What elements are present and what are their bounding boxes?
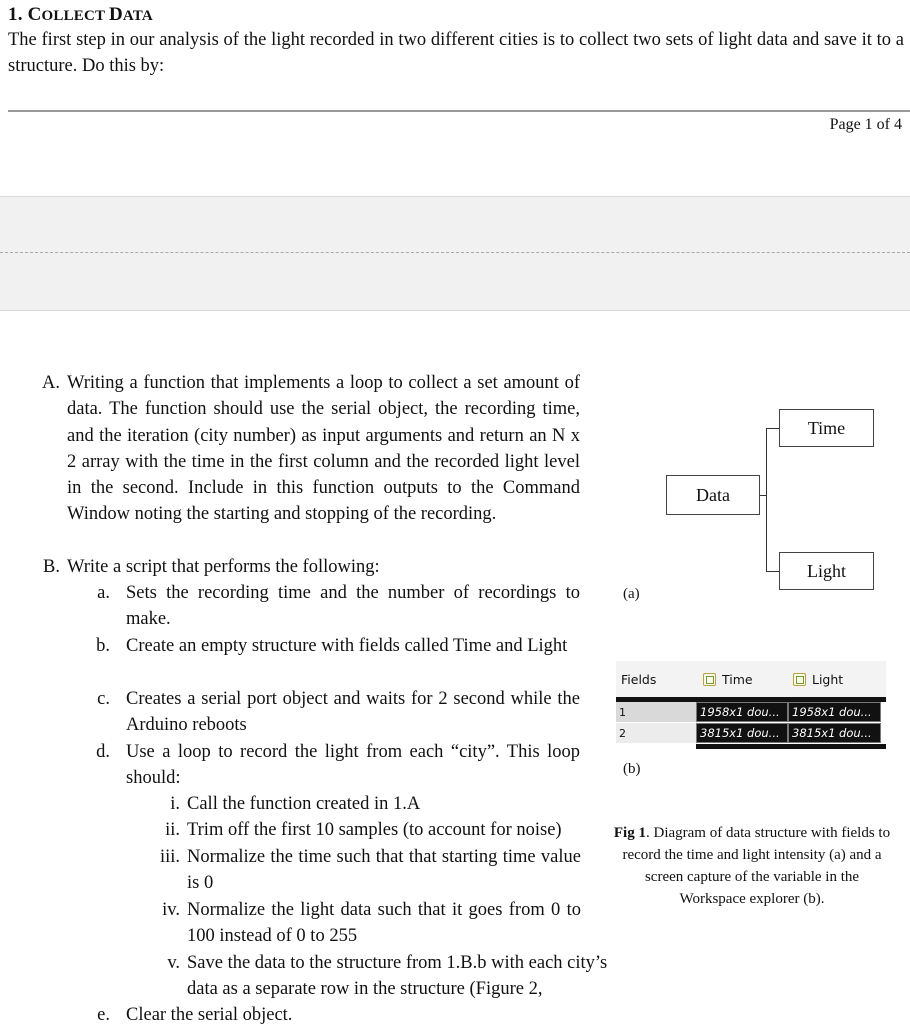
section-number: 1. <box>8 4 23 25</box>
list-item-marker: d. <box>96 742 110 762</box>
sub-item: Normalize the time such that that starting time value is 0 <box>187 847 581 894</box>
diagram-connector <box>766 428 779 429</box>
list-item: Clear the serial object. <box>126 1005 293 1025</box>
figure-caption-label: Fig 1 <box>613 825 646 841</box>
sub-item: Normalize the light data such that it goes from 0 to 100 instead of 0 to 255 <box>187 900 581 947</box>
diagram-field-box: Time <box>779 409 874 447</box>
workspace-cell: 1958x1 dou... <box>696 702 788 722</box>
sub-item-marker: iv. <box>162 900 180 920</box>
workspace-cell: 3815x1 dou... <box>696 723 788 743</box>
col-time-label: Time <box>722 671 753 687</box>
sub-item: Trim off the first 10 samples (to account for noise) <box>187 820 562 840</box>
list-item-marker: a. <box>97 583 110 603</box>
title-rest-2: ATA <box>122 8 153 24</box>
title-letter-c: C <box>27 4 42 25</box>
workspace-fields-header: Fields <box>621 671 657 687</box>
sub-item: Save the data to the structure from 1.B.b with each city’s data as a separate row in the structure (Figure 2, <box>187 953 608 1000</box>
struct-field-icon <box>793 673 806 686</box>
figure-caption <box>612 822 892 910</box>
workspace-bottom-bar <box>696 744 886 749</box>
list-item-marker: b. <box>96 636 110 656</box>
workspace-row-number: 1 <box>616 702 696 722</box>
sub-item-marker: ii. <box>165 820 180 840</box>
step-a-marker: A. <box>42 373 60 393</box>
diagram-label-a: (a) <box>623 586 640 602</box>
diagram-connector <box>766 571 779 572</box>
sub-item: Call the function created in 1.A <box>187 794 421 814</box>
title-rest-1: OLLECT <box>41 8 109 24</box>
intro-paragraph: The first step in our analysis of the light recorded in two different cities is to collect two sets of light data and save it to a structure. Do this by: <box>8 30 904 76</box>
sub-item-marker: v. <box>167 953 180 973</box>
page-footer-rule <box>8 110 910 112</box>
workspace-cell: 1958x1 dou... <box>788 702 881 722</box>
diagram-field-box: Light <box>779 552 874 590</box>
section-title <box>8 4 153 26</box>
workspace-col-time <box>703 669 753 689</box>
workspace-label-b: (b) <box>623 761 641 777</box>
step-a-text: Writing a function that implements a loop to collect a set amount of data. The function should use the serial object, the recording time, and the iteration (city number) as input arguments and return an N x 2 array with the time in the first column and the recorded light level in the second. Include in this function outputs to the Command Window noting the starting and stopping of the recording. <box>67 373 580 525</box>
figure-caption-text: . Diagram of data structure with fields to record the time and light intensity (a) and a screen capture of the variable in the Workspace explorer (b). <box>622 825 891 907</box>
list-item: Creates a serial port object and waits for 2 second while the Arduino reboots <box>126 689 580 736</box>
workspace-col-light <box>793 669 843 689</box>
sub-item-marker: i. <box>170 794 180 814</box>
workspace-row-number: 2 <box>616 723 696 743</box>
workspace-capture <box>616 661 886 753</box>
struct-field-icon <box>703 673 716 686</box>
list-item: Use a loop to record the light from each “city”. This loop should: <box>126 742 580 789</box>
page-break-band <box>0 196 910 311</box>
title-letter-d: D <box>108 4 123 25</box>
page-break-dashed-line <box>0 252 910 253</box>
workspace-cell: 3815x1 dou... <box>788 723 881 743</box>
list-item-marker: c. <box>97 689 110 709</box>
diagram-connector <box>766 428 767 572</box>
col-light-label: Light <box>812 671 844 687</box>
diagram-root-box: Data <box>666 475 760 515</box>
step-b-text: Write a script that performs the following: <box>67 557 380 577</box>
step-b-marker: B. <box>43 557 60 577</box>
list-item-marker: e. <box>97 1005 110 1025</box>
list-item: Create an empty structure with fields called Time and Light <box>126 636 568 656</box>
sub-item-marker: iii. <box>159 847 180 867</box>
page-number: Page 1 of 4 <box>829 116 902 133</box>
list-item: Sets the recording time and the number of recordings to make. <box>126 583 580 630</box>
